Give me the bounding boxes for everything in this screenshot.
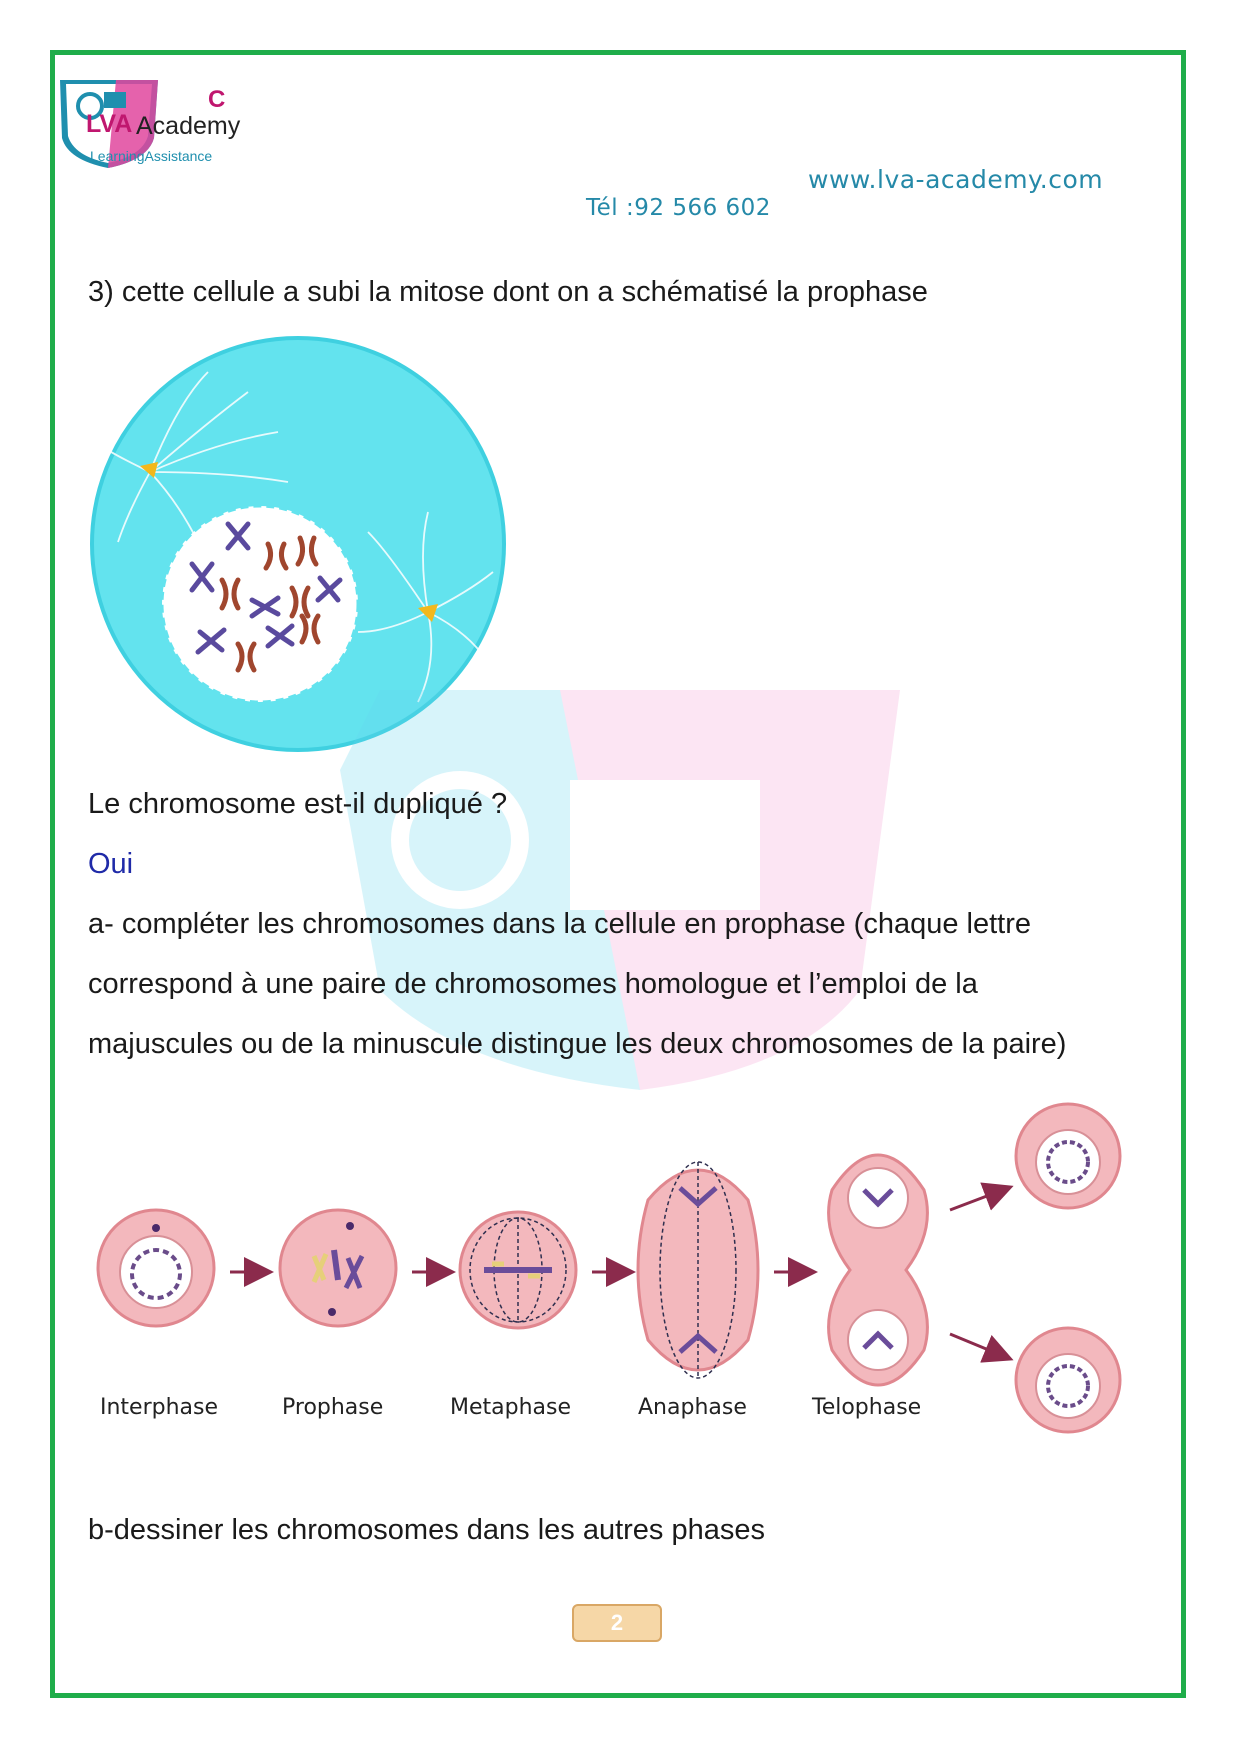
answer-oui: Oui [88,848,134,880]
daughter-cell-top [1016,1104,1120,1208]
phase-label-metaphase: Metaphase [450,1395,572,1420]
instruction-a-line-3: majuscules ou de la minuscule distingue les deux chromosomes de la paire) [88,1028,1067,1060]
phase-label-prophase: Prophase [282,1395,384,1420]
interphase-cell [98,1210,214,1326]
mitosis-phases-diagram [88,1080,1148,1460]
instruction-b: b-dessiner les chromosomes dans les autres phases [88,1514,765,1546]
question-duplicated: Le chromosome est-il dupliqué ? [88,788,508,820]
logo-brand-text: LVA [86,110,133,138]
logo-letter: C [208,86,226,113]
instruction-a-line-2: correspond à une paire de chromosomes homologue et l’emploi de la [88,968,978,1000]
phase-label-telophase: Telophase [812,1395,922,1420]
prophase-cell [280,1210,396,1326]
question-3: 3) cette cellule a subi la mitose dont on a schématisé la prophase [88,276,928,308]
anaphase-cell [638,1162,758,1378]
website-link[interactable]: www.lva-academy.com [808,165,1104,194]
logo-tagline: LearningAssistance [90,148,213,164]
logo-academy-text [86,110,241,141]
logo-academy-word: Academy [136,112,241,140]
daughter-cell-bottom [1016,1328,1120,1432]
phase-label-anaphase: Anaphase [638,1395,747,1420]
telophase-cell [829,1155,928,1385]
phase-label-interphase: Interphase [100,1395,219,1420]
metaphase-cell [460,1212,576,1328]
page-number: 2 [572,1604,662,1642]
phone-number: Tél :92 566 602 [586,195,771,221]
prophase-cell-illustration [88,332,508,752]
instruction-a-line-1: a- compléter les chromosomes dans la cellule en prophase (chaque lettre [88,908,1031,940]
